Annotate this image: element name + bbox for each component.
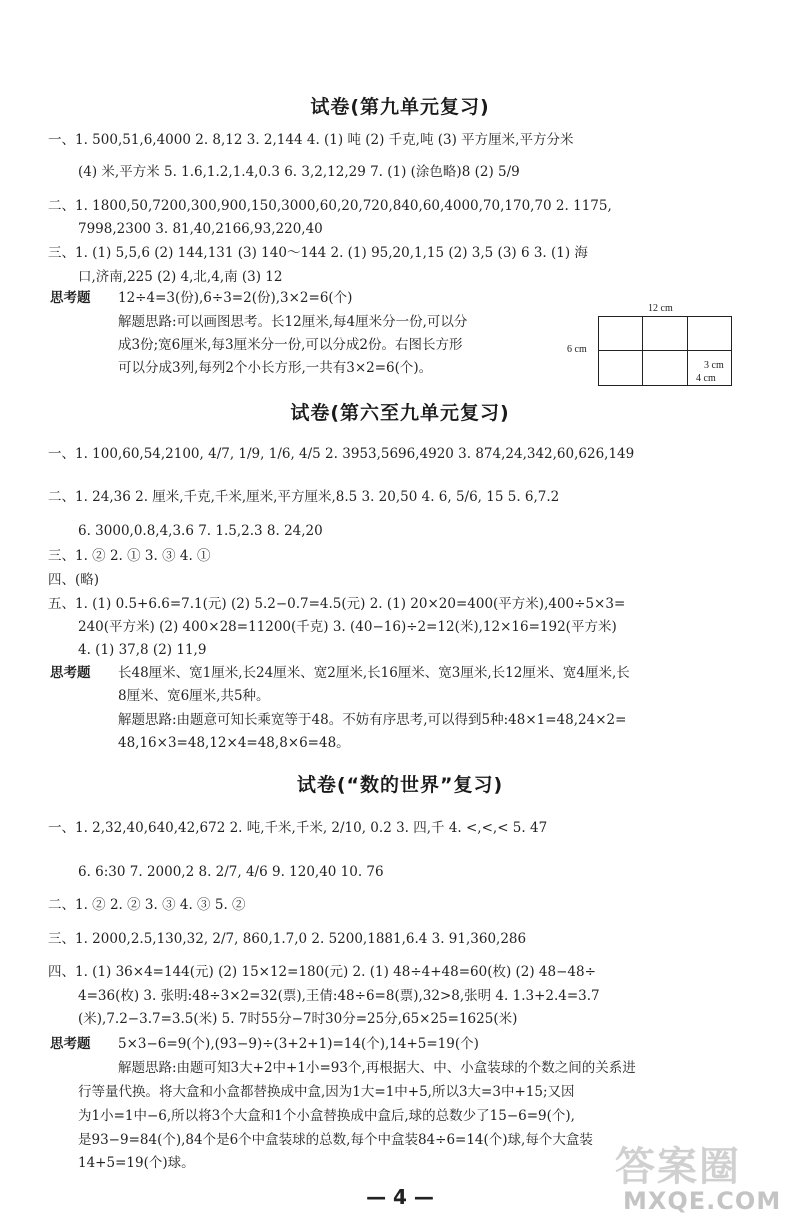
think-line: 解题思路:由题可知3大+2中+1小=93个,再根据大、中、小盒装球的个数之间的关系进 (118, 1060, 636, 1076)
watermark-url: MXQE.COM (623, 1187, 782, 1215)
think-line: 5×3−6=9(个),(93−9)÷(3+2+1)=14(个),14+5=19(个) (118, 1036, 479, 1052)
figure-inner-right-label: 3 cm (704, 360, 724, 371)
think-label: 思考题 (50, 1036, 91, 1052)
section-title: 试卷(“数的世界”复习) (296, 774, 504, 796)
answer-line: 240(平方米) (2) 400×28=11200(千克) 3. (40−16)÷2=12(米),12×16=192(平方米) (78, 619, 617, 635)
figure-inner-bottom-label: 4 cm (696, 373, 716, 384)
answer-line: 三、1. ② 2. ① 3. ③ 4. ① (48, 548, 211, 564)
answer-line: 4. (1) 37,8 (2) 11,9 (78, 642, 207, 658)
think-label: 思考题 (50, 665, 91, 681)
watermark-logo (615, 1135, 795, 1225)
answer-line: 五、1. (1) 0.5+6.6=7.1(元) (2) 5.2−0.7=4.5(元) 2. (1) 20×20=400(平方米),400÷5×3= (48, 596, 626, 612)
answer-line: (4) 米,平方米 5. 1.6,1.2,1.4,0.3 6. 3,2,12,29 7. (1) (涂色略)8 (2) 5/9 (78, 164, 520, 180)
figure-divider (642, 316, 643, 386)
answer-line: 4=36(枚) 3. 张明:48÷3×2=32(票),王倩:48÷6=8(票),32>8,张明 4. 1.3+2.4=3.7 (78, 988, 600, 1004)
think-line: 长48厘米、宽1厘米,长24厘米、宽2厘米,长16厘米、宽3厘米,长12厘米、宽4厘米,长 (118, 665, 630, 681)
think-line: 8厘米、宽6厘米,共5种。 (118, 688, 270, 704)
think-line: 14+5=19(个)球。 (78, 1155, 195, 1171)
figure-top-label: 12 cm (648, 303, 673, 314)
answer-line: 三、1. 2000,2.5,130,32, 2/7, 860,1.7,0 2. 5200,1881,6.4 3. 91,360,286 (48, 931, 527, 947)
think-line: 行等量代换。将大盒和小盒都替换成中盒,因为1大=1中+5,所以3大=3中+15;又因 (78, 1084, 575, 1100)
watermark-text: 答案圈 (615, 1144, 741, 1190)
answer-line: 6. 3000,0.8,4,3.6 7. 1.5,2.3 8. 24,20 (78, 523, 323, 539)
section-title: 试卷(第六至九单元复习) (290, 402, 510, 424)
answer-line: 四、(略) (48, 572, 100, 588)
rectangle-grid-figure (567, 303, 732, 386)
answer-line: 一、1. 100,60,54,2100, 4/7, 1/9, 1/6, 4/5 2. 3953,5696,4920 3. 874,24,342,60,626,149 (48, 446, 635, 462)
think-line: 成3份;宽6厘米,每3厘米分一份,可以分成2份。右图长方形 (118, 337, 463, 353)
answer-line: 二、1. ② 2. ② 3. ③ 4. ③ 5. ② (48, 897, 246, 913)
answer-line: 6. 6:30 7. 2000,2 8. 2/7, 4/6 9. 120,40 10. 76 (78, 864, 384, 880)
think-label: 思考题 (50, 290, 91, 306)
think-line: 可以分成3列,每列2个小长方形,一共有3×2=6(个)。 (118, 360, 433, 376)
answer-line: 四、1. (1) 36×4=144(元) (2) 15×12=180(元) 2. (1) 48÷4+48=60(枚) (2) 48−48÷ (48, 964, 596, 980)
section-title: 试卷(第九单元复习) (310, 96, 490, 118)
answer-line: 一、1. 500,51,6,4000 2. 8,12 3. 2,144 4. (1) 吨 (2) 千克,吨 (3) 平方厘米,平方分米 (48, 132, 574, 148)
think-line: 解题思路:可以画图思考。长12厘米,每4厘米分一份,可以分 (118, 314, 468, 330)
figure-divider (598, 350, 732, 351)
answer-line: 口,济南,225 (2) 4,北,4,南 (3) 12 (78, 269, 283, 285)
page-number: — 4 — (366, 1185, 434, 1209)
answer-line: 三、1. (1) 5,5,6 (2) 144,131 (3) 140～144 2. (1) 95,20,1,15 (2) 3,5 (3) 6 3. (1) 海 (48, 245, 588, 261)
answer-line: 一、1. 2,32,40,640,42,672 2. 吨,千米,千米, 2/10, 0.2 3. 四,千 4. <,<,< 5. 47 (48, 820, 548, 836)
answer-line: 二、1. 24,36 2. 厘米,千克,千米,厘米,平方厘米,8.5 3. 20,50 4. 6, 5/6, 15 5. 6,7.2 (48, 489, 560, 505)
think-line: 解题思路:由题意可知长乘宽等于48。不妨有序思考,可以得到5种:48×1=48,24×2= (118, 712, 627, 728)
think-line: 12÷4=3(份),6÷3=2(份),3×2=6(个) (118, 290, 353, 306)
answer-line: (米),7.2−3.7=3.5(米) 5. 7时55分−7时30分=25分,65×25=1625(米) (78, 1011, 518, 1027)
figure-left-label: 6 cm (567, 344, 587, 355)
answer-line: 二、1. 1800,50,7200,300,900,150,3000,60,20,720,840,60,4000,70,170,70 2. 1175, (48, 198, 612, 214)
think-line: 是93−9=84(个),84个是6个中盒装球的总数,每个中盒装84÷6=14(个)球,每个大盒装 (78, 1132, 593, 1148)
figure-divider (687, 316, 688, 386)
answer-line: 7998,2300 3. 81,40,2166,93,220,40 (78, 221, 323, 237)
think-line: 48,16×3=48,12×4=48,8×6=48。 (118, 735, 350, 751)
think-line: 为1小=1中−6,所以将3个大盒和1个小盒替换成中盒后,球的总数少了15−6=9(个), (78, 1108, 575, 1124)
